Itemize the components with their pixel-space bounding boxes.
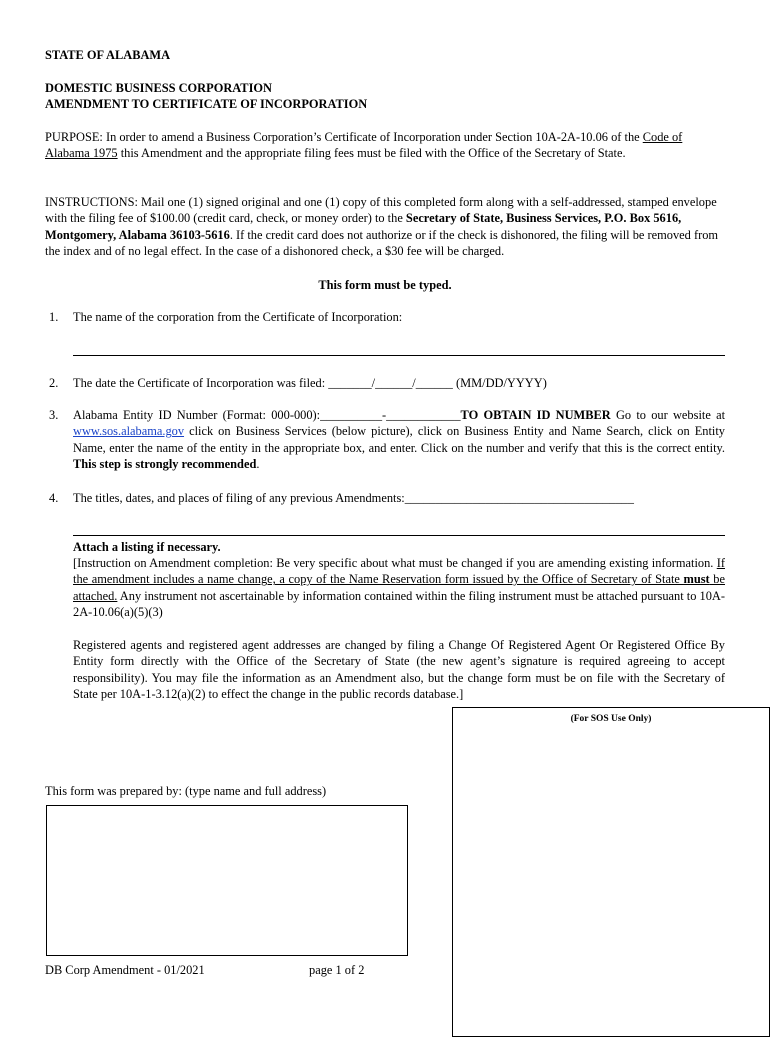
mailing-address: Secretary of State, Business Services, P.O. Box 5616, Montgomery, Alabama 36103-5616 [45, 211, 682, 242]
instructions-tail: . If the credit card does not authorize or if the check is dishonored, the filing will be removed from the index and of no legal effect. In the case of a dishonored check, a $30 fee will be charged. [45, 227, 719, 259]
recommendation-text: This step is strongly recommended [73, 457, 257, 472]
item3-number: 3. [49, 408, 59, 422]
purpose-tail: this Amendment and the appropriate filing fees must be filed with the Office of the Secretary of State. [117, 146, 626, 161]
item1-label: The name of the corporation from the Certificate of Incorporation: [73, 310, 403, 324]
entity-id-field[interactable]: Alabama Entity ID Number (Format: 000-000):__________-____________ [73, 408, 461, 422]
instructions-lead: INSTRUCTIONS: Mail one (1) signed original and one (1) copy of this completed form along with a self-addressed, stamped envelope with the filing fee of $100.00 (credit card, check, or money order) to the [45, 195, 717, 226]
form-type-heading: DOMESTIC BUSINESS CORPORATION [45, 81, 272, 95]
filing-date-field[interactable]: The date the Certificate of Incorporation was filed: _______/______/______ (MM/DD/YYYY) [73, 376, 547, 390]
previous-amendments-field[interactable]: The titles, dates, and places of filing of any previous Amendments:_____________________________________ [73, 491, 634, 505]
attach-heading: Attach a listing if necessary. [73, 540, 221, 554]
form-identifier: DB Corp Amendment - 01/2021 [45, 963, 205, 977]
corporation-name-line[interactable] [73, 355, 725, 356]
state-heading: STATE OF ALABAMA [45, 48, 171, 62]
form-title: AMENDMENT TO CERTIFICATE OF INCORPORATION [45, 97, 368, 111]
page-number: page 1 of 2 [309, 963, 365, 977]
item1-number: 1. [49, 310, 59, 324]
sos-use-box [452, 707, 770, 1037]
sos-use-label: (For SOS Use Only) [570, 714, 652, 724]
code-reference: Code of Alabama 1975 [45, 130, 683, 161]
item3-text-a: Go to our website at [610, 408, 726, 422]
item3-text-b: click on Business Services (below picture), click on Business Entity and Name Search, click on Entity Name, enter the name of the entity in the appropriate box, and enter. Click on the number and verify that this is the correct entity. [73, 424, 725, 455]
amendment-instruction [73, 555, 725, 621]
attached-note: be attached. [73, 572, 725, 603]
prepared-by-label: This form was prepared by: (type name and full address) [45, 784, 327, 798]
attach-lead: [Instruction on Amendment completion: Be very specific about what must be changed if you are amending existing information. [73, 556, 717, 570]
previous-amendments-line[interactable] [73, 535, 725, 536]
name-change-note: If the amendment includes a name change, a copy of the Name Reservation form issued by the Office of Secretary of State [73, 556, 725, 587]
item3-end: . [256, 457, 260, 472]
attach-tail: Any instrument not ascertainable by information contained within the filing instrument must be attached pursuant to 10A-2A-10.06(a)(5)(3) [73, 588, 725, 620]
item4-number: 4. [49, 491, 59, 505]
purpose-lead: PURPOSE: In order to amend a Business Corporation’s Certificate of Incorporation under Section 10A-2A-10.06 of the [45, 130, 643, 144]
typed-notice: This form must be typed. [318, 278, 452, 292]
sos-website-link[interactable]: www.sos.alabama.gov [73, 424, 185, 439]
item3-paragraph [73, 407, 725, 473]
prepared-by-box[interactable] [46, 805, 408, 956]
purpose-paragraph [45, 129, 725, 162]
item2-number: 2. [49, 376, 59, 390]
must-emphasis: must [683, 572, 710, 587]
obtain-id-heading: TO OBTAIN ID NUMBER [460, 408, 611, 422]
registered-agents-paragraph: Registered agents and registered agent addresses are changed by filing a Change Of Registered Agent Or Registered Office By Entity form directly with the Office of the Secretary of State (the new agent’s signature is required agreeing to accept responsibility). You may file the information as an Amendment also, but the change form must be on file with the Secretary of State per 10A-1-3.12(a)(2) to effect the change in the public records database.] [73, 638, 725, 702]
instructions-paragraph [45, 194, 725, 260]
